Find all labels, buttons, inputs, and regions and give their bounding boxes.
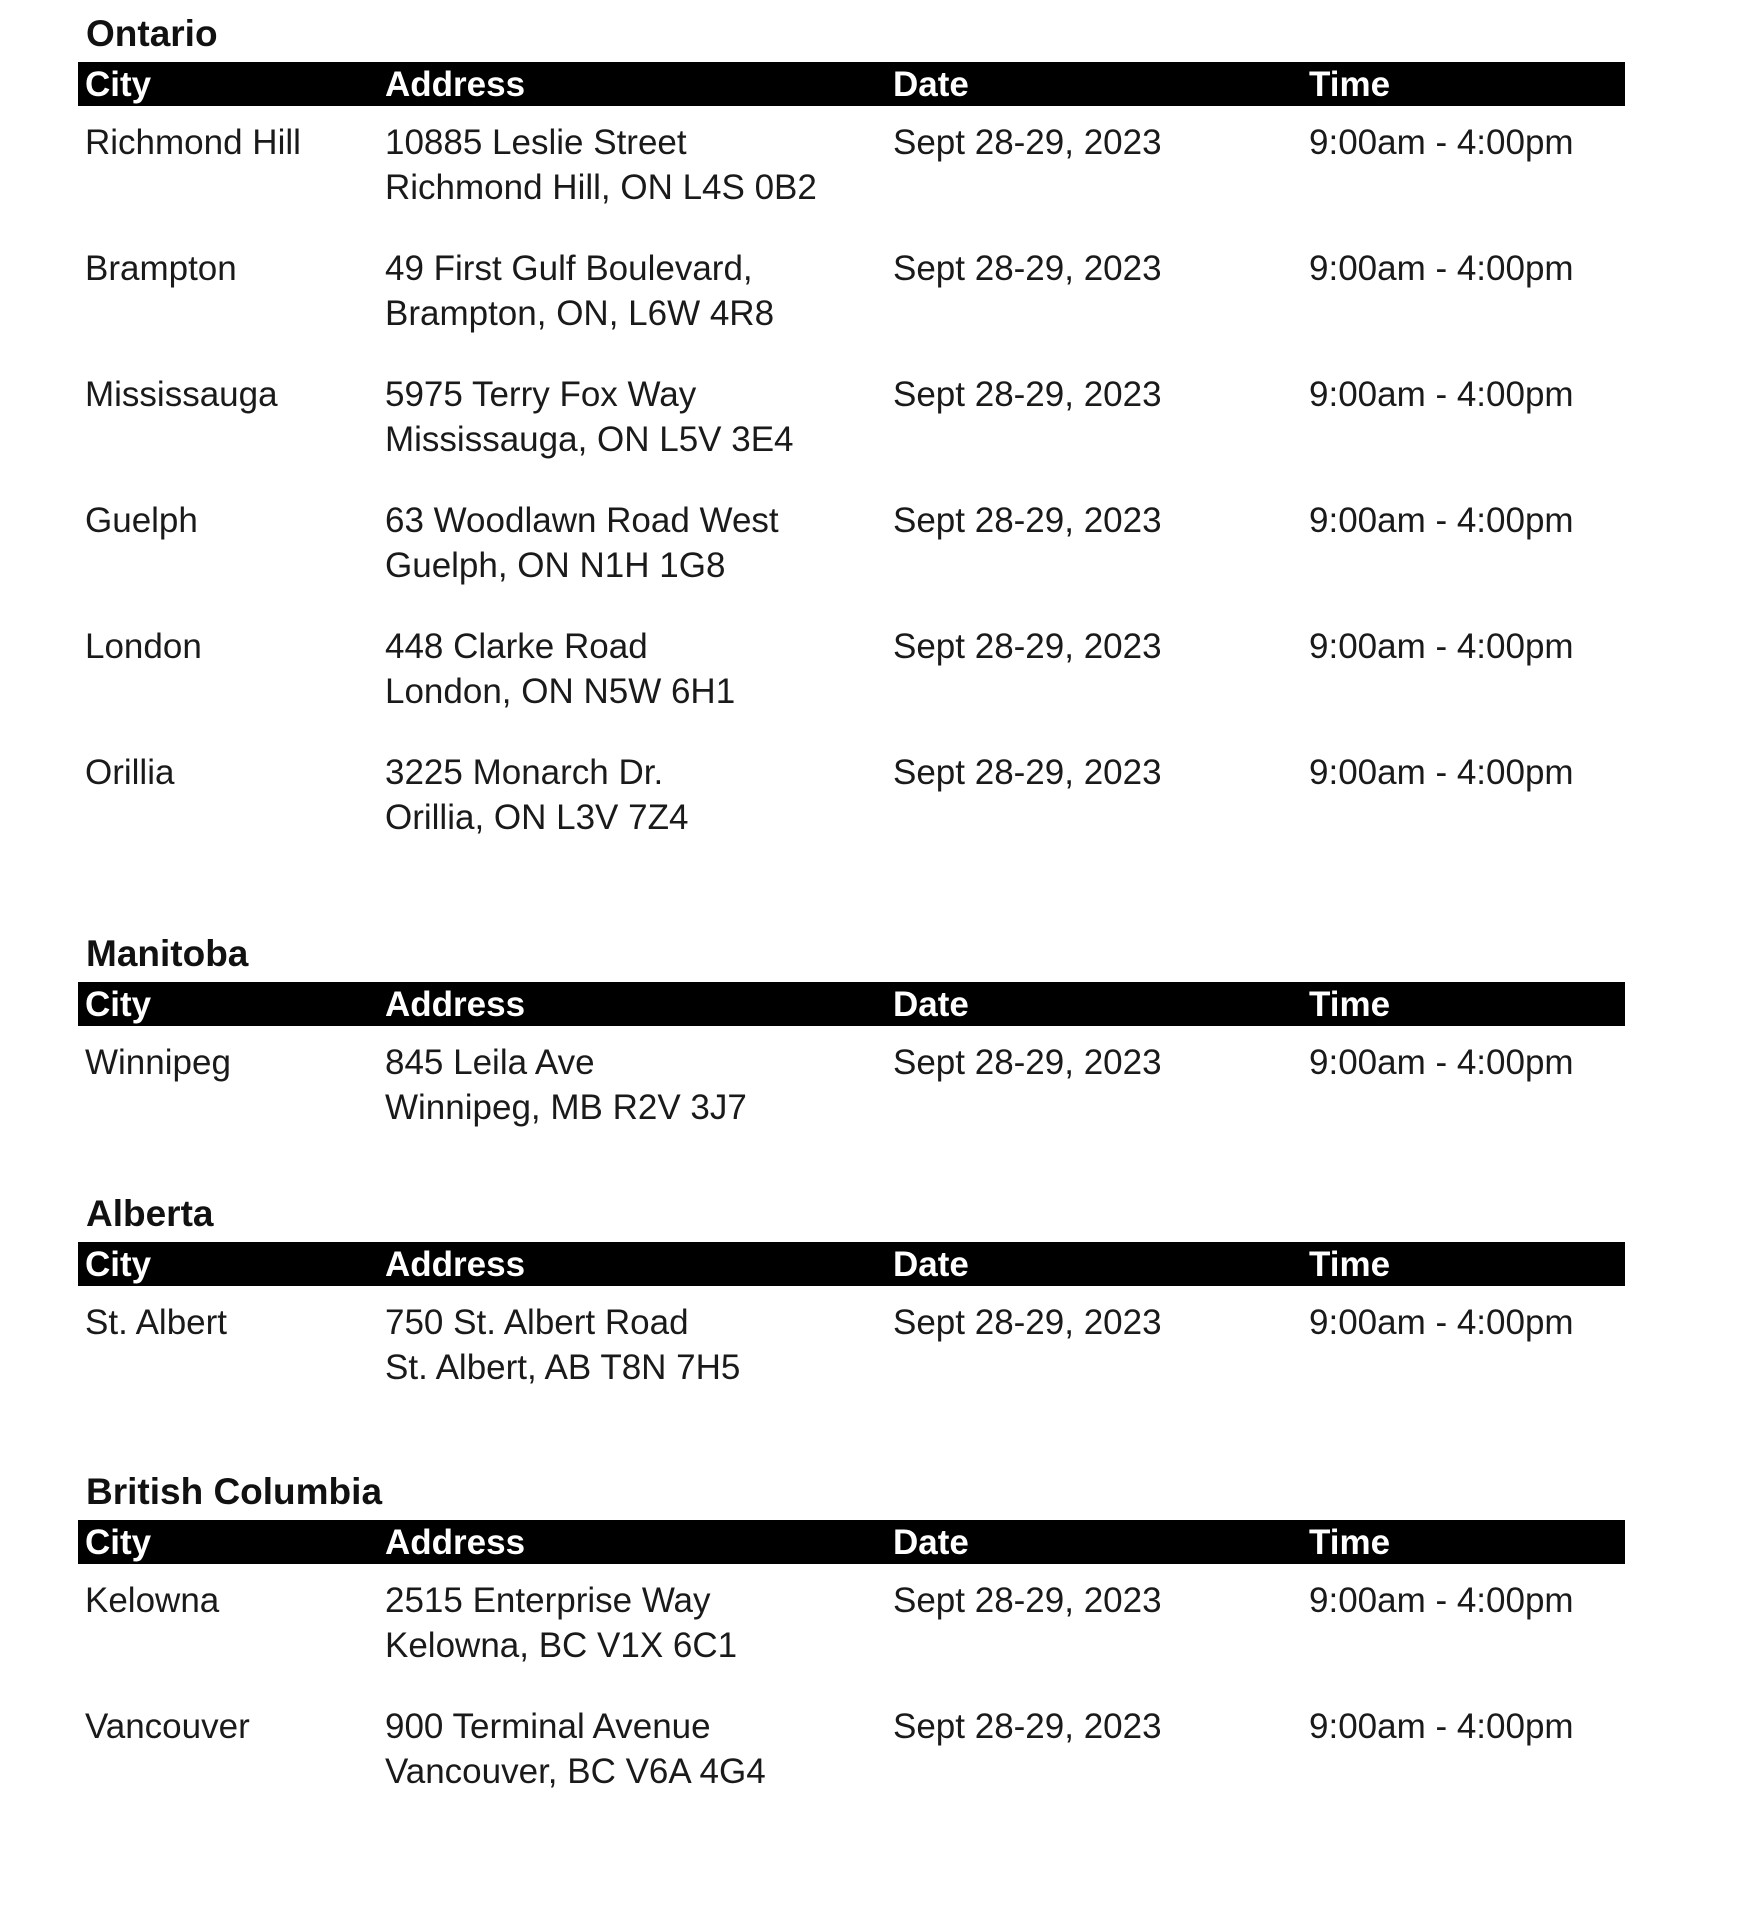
cell-address <box>385 1578 737 1668</box>
province-title: Manitoba <box>86 933 249 974</box>
cell-date: Sept 28-29, 2023 <box>893 627 1162 666</box>
cell-city: Kelowna <box>85 1581 220 1620</box>
cell-time: 9:00am - 4:00pm <box>1309 501 1574 540</box>
cell-time: 9:00am - 4:00pm <box>1309 753 1574 792</box>
cell-city: Richmond Hill <box>85 123 301 162</box>
header-address: Address <box>385 1245 526 1284</box>
address-line-1: 5975 Terry Fox Way <box>385 375 697 414</box>
province-title: Ontario <box>86 13 218 54</box>
address-line-1: 845 Leila Ave <box>385 1043 595 1082</box>
address-line-2: Vancouver, BC V6A 4G4 <box>385 1752 766 1791</box>
cell-city: Mississauga <box>85 375 278 414</box>
cell-city: Vancouver <box>85 1707 250 1746</box>
header-address: Address <box>385 65 526 104</box>
table-body <box>78 1300 1625 1426</box>
header-date: Date <box>893 65 969 104</box>
cell-time: 9:00am - 4:00pm <box>1309 1581 1574 1620</box>
header-date: Date <box>893 1523 969 1562</box>
cell-address <box>385 1300 740 1390</box>
table-header <box>78 1520 1625 1564</box>
address-line-2: Guelph, ON N1H 1G8 <box>385 546 726 585</box>
header-city: City <box>85 65 152 104</box>
header-address: Address <box>385 985 526 1024</box>
cell-address <box>385 624 735 714</box>
header-time: Time <box>1309 1245 1391 1284</box>
cell-time: 9:00am - 4:00pm <box>1309 249 1574 288</box>
cell-time: 9:00am - 4:00pm <box>1309 1043 1574 1082</box>
address-line-2: St. Albert, AB T8N 7H5 <box>385 1348 741 1387</box>
cell-address <box>385 1040 747 1130</box>
address-line-2: Kelowna, BC V1X 6C1 <box>385 1626 738 1665</box>
cell-time: 9:00am - 4:00pm <box>1309 123 1574 162</box>
header-time: Time <box>1309 65 1391 104</box>
cell-address <box>385 1704 766 1794</box>
address-line-2: Richmond Hill, ON L4S 0B2 <box>385 168 817 207</box>
cell-time: 9:00am - 4:00pm <box>1309 1303 1574 1342</box>
cell-date: Sept 28-29, 2023 <box>893 375 1162 414</box>
cell-time: 9:00am - 4:00pm <box>1309 627 1574 666</box>
cell-city: Winnipeg <box>85 1043 231 1082</box>
cell-date: Sept 28-29, 2023 <box>893 1707 1162 1746</box>
cell-address <box>385 372 794 462</box>
address-line-1: 3225 Monarch Dr. <box>385 753 664 792</box>
cell-city: Brampton <box>85 249 237 288</box>
cell-date: Sept 28-29, 2023 <box>893 1303 1162 1342</box>
cell-date: Sept 28-29, 2023 <box>893 753 1162 792</box>
table-row <box>78 1300 1625 1426</box>
table-body <box>78 120 1625 876</box>
table-row <box>78 1040 1625 1166</box>
address-line-2: Winnipeg, MB R2V 3J7 <box>385 1088 747 1127</box>
cell-address <box>385 750 688 840</box>
province-title: Alberta <box>86 1193 214 1234</box>
cell-time: 9:00am - 4:00pm <box>1309 375 1574 414</box>
table-row <box>78 120 1625 246</box>
address-line-1: 10885 Leslie Street <box>385 123 687 162</box>
table-header <box>78 62 1625 106</box>
table-header <box>78 1242 1625 1286</box>
header-date: Date <box>893 1245 969 1284</box>
address-line-1: 2515 Enterprise Way <box>385 1581 711 1620</box>
cell-city: St. Albert <box>85 1303 228 1342</box>
header-city: City <box>85 1523 152 1562</box>
header-city: City <box>85 1245 152 1284</box>
table-row <box>78 1578 1625 1704</box>
table-body <box>78 1040 1625 1166</box>
address-line-2: London, ON N5W 6H1 <box>385 672 736 711</box>
cell-date: Sept 28-29, 2023 <box>893 123 1162 162</box>
header-time: Time <box>1309 1523 1391 1562</box>
header-address: Address <box>385 1523 526 1562</box>
table-row <box>78 1704 1625 1830</box>
cell-city: London <box>85 627 202 666</box>
address-line-1: 448 Clarke Road <box>385 627 648 666</box>
cell-address <box>385 498 779 588</box>
address-line-1: 900 Terminal Avenue <box>385 1707 711 1746</box>
cell-time: 9:00am - 4:00pm <box>1309 1707 1574 1746</box>
province-title: British Columbia <box>86 1471 383 1512</box>
address-line-1: 63 Woodlawn Road West <box>385 501 779 540</box>
address-line-1: 49 First Gulf Boulevard, <box>385 249 753 288</box>
cell-address <box>385 120 817 210</box>
header-time: Time <box>1309 985 1391 1024</box>
table-row <box>78 750 1625 876</box>
address-line-2: Mississauga, ON L5V 3E4 <box>385 420 794 459</box>
table-row <box>78 624 1625 750</box>
address-line-2: Brampton, ON, L6W 4R8 <box>385 294 775 333</box>
table-row <box>78 498 1625 624</box>
cell-date: Sept 28-29, 2023 <box>893 1043 1162 1082</box>
table-row <box>78 372 1625 498</box>
address-line-2: Orillia, ON L3V 7Z4 <box>385 798 689 837</box>
cell-address <box>385 246 774 336</box>
table-body <box>78 1578 1625 1830</box>
header-date: Date <box>893 985 969 1024</box>
cell-date: Sept 28-29, 2023 <box>893 1581 1162 1620</box>
cell-city: Orillia <box>85 753 175 792</box>
cell-date: Sept 28-29, 2023 <box>893 249 1162 288</box>
cell-date: Sept 28-29, 2023 <box>893 501 1162 540</box>
header-city: City <box>85 985 152 1024</box>
cell-city: Guelph <box>85 501 198 540</box>
address-line-1: 750 St. Albert Road <box>385 1303 689 1342</box>
table-row <box>78 246 1625 372</box>
table-header <box>78 982 1625 1026</box>
